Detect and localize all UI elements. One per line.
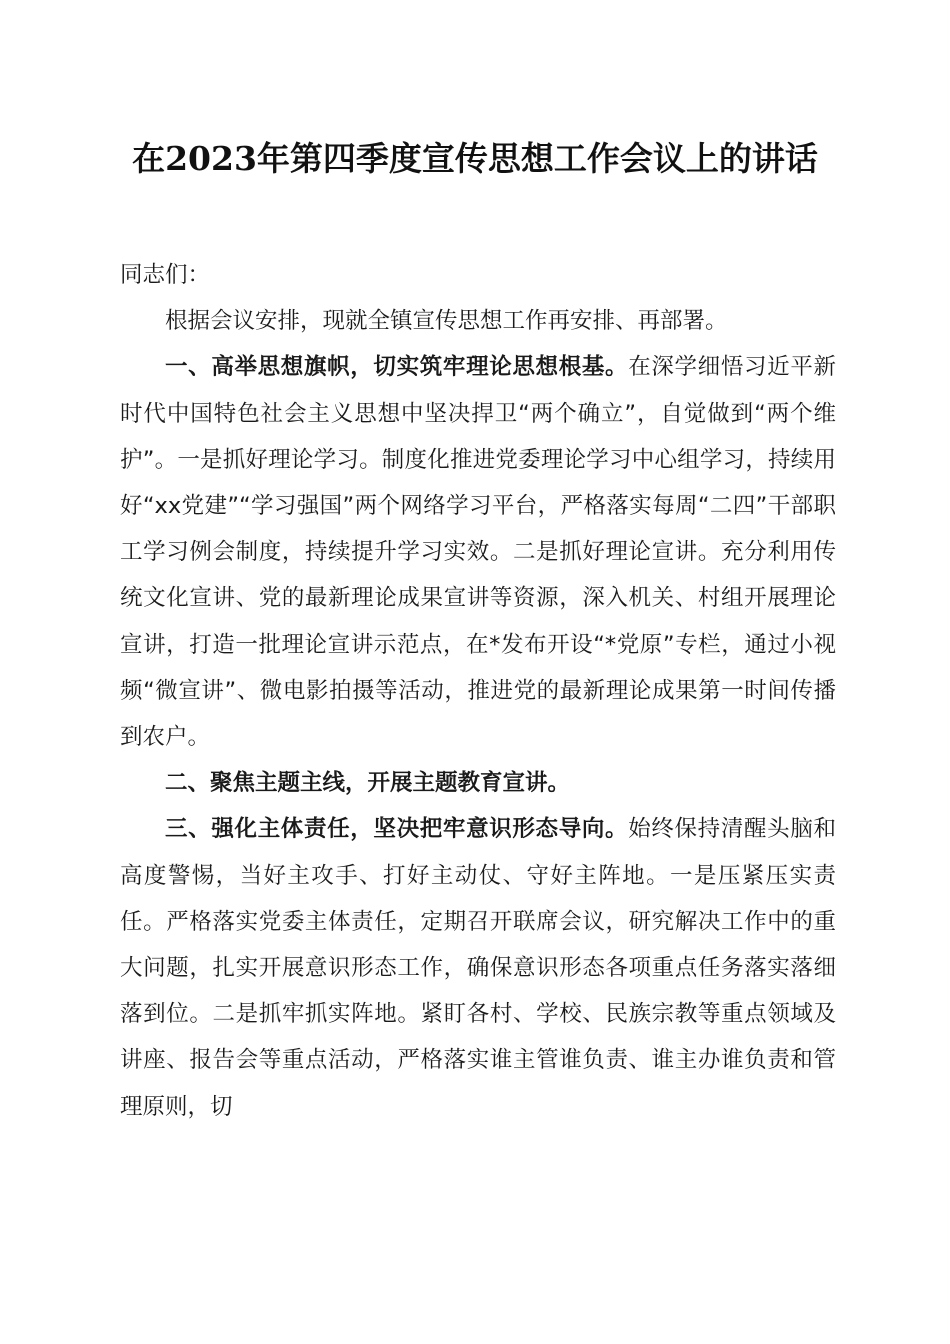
- salutation: 同志们：: [120, 262, 211, 288]
- section-3-heading: 三、强化主体责任，坚决把牢意识形态导向。: [165, 816, 629, 843]
- section-1-body: 在深学细悟习近平新时代中国特色社会主义思想中坚决捍卫“两个确立”，自觉做到“两个维护”。一是抓好理论学习。制度化推进党委理论学习中心组学习，持续用好“xx党建”“学习强国”两个网络学习平台，严格落实每周“二四”干部职工学习例会制度，持续提升学习实效。二是抓好理论宣讲。充分利用传统文化宣讲、党的最新理论成果宣讲等资源，深入机关、村组开展理论宣讲，打造一批理论宣讲示范点，在*发布开设“*党原”专栏，通过小视频“微宣讲”、微电影拍摄等活动，推进党的最新理论成果第一时间传播到农户。: [120, 354, 836, 751]
- document-title: 在2023年第四季度宣传思想工作会议上的讲话: [132, 139, 818, 178]
- section-3-body: 始终保持清醒头脑和高度警惕，当好主攻手、打好主动仗、守好主阵地。一是压紧压实责任。严格落实党委主体责任，定期召开联席会议，研究解决工作中的重大问题，扎实开展意识形态工作，确保意识形态各项重点任务落实落细落到位。二是抓牢抓实阵地。紧盯各村、学校、民族宗教等重点领域及讲座、报告会等重点活动，严格落实谁主管谁负责、谁主办谁负责和管理原则，切: [120, 816, 836, 1120]
- section-2-heading: 二、聚焦主题主线，开展主题教育宣讲。: [165, 770, 571, 797]
- document-body: [120, 252, 836, 1130]
- section-1-paragraph: [120, 344, 836, 760]
- section-3-paragraph: [120, 806, 836, 1129]
- section-1-heading: 一、高举思想旗帜，切实筑牢理论思想根基。: [165, 354, 629, 381]
- section-2-paragraph: [120, 760, 836, 806]
- intro-paragraph: 根据会议安排，现就全镇宣传思想工作再安排、再部署。: [165, 308, 728, 335]
